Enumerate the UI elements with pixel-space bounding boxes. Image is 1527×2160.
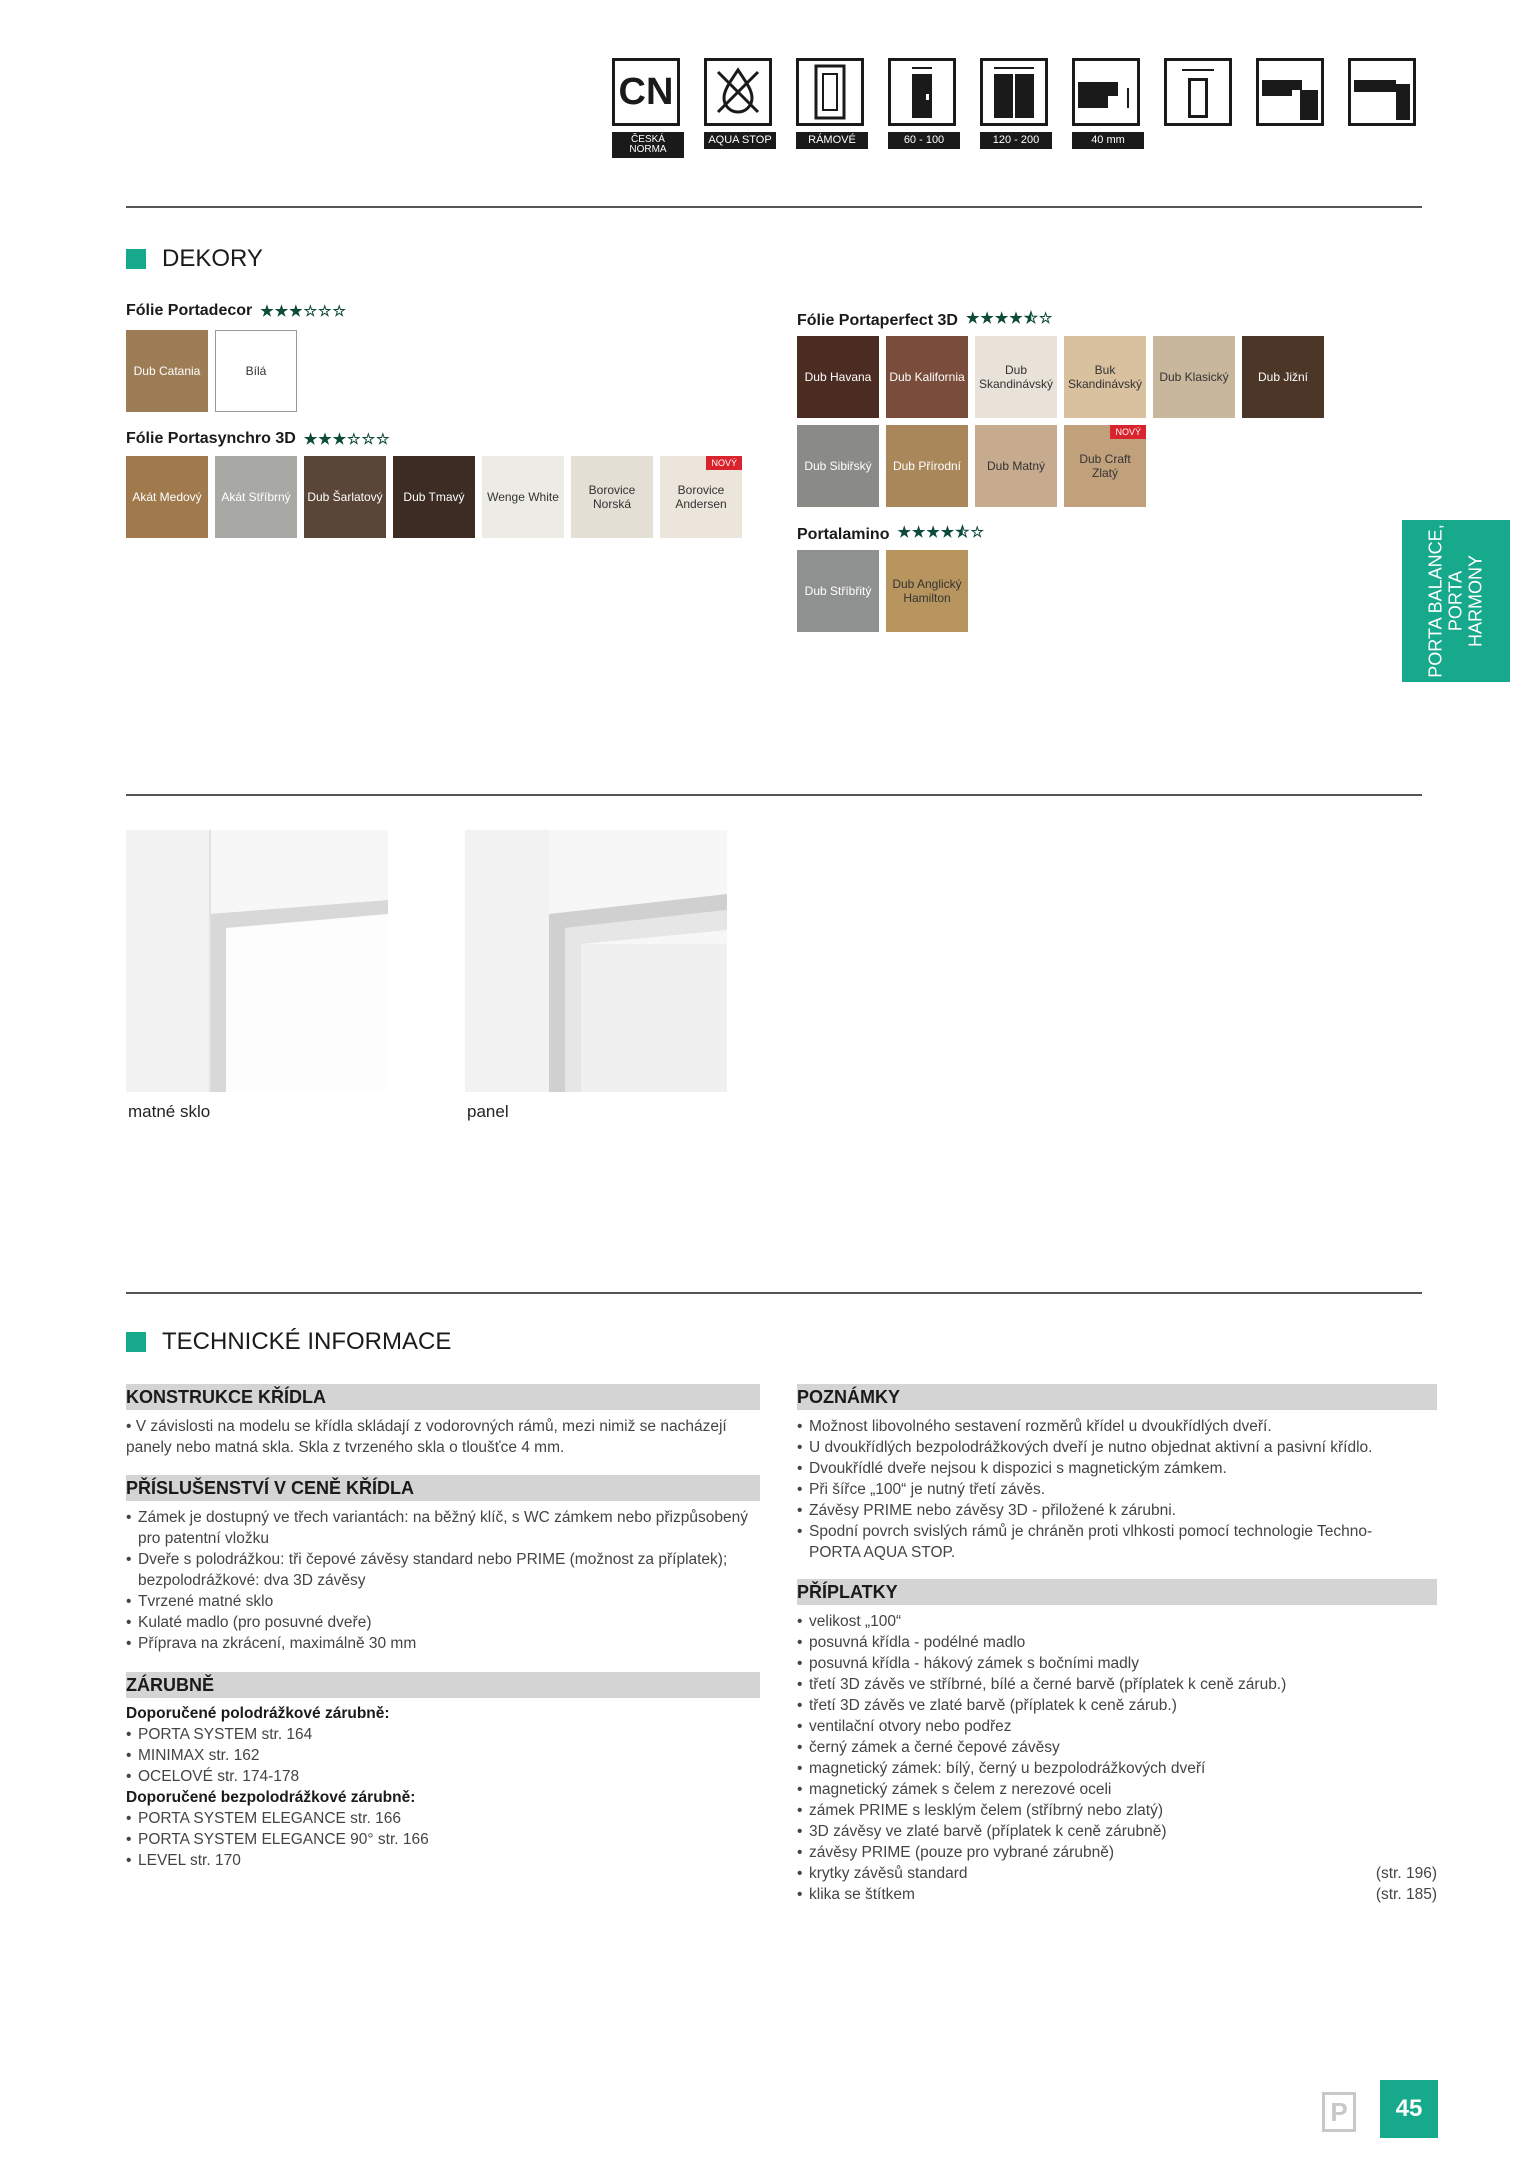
priplatky-list [797, 1611, 1437, 1905]
list-item: • Příprava na zkrácení, maximálně 30 mm [126, 1633, 760, 1654]
spec-icon-item [888, 58, 960, 149]
decor-swatch-label: Dub Jižní [1257, 370, 1309, 384]
decor-swatch [975, 336, 1057, 418]
rating-stars-icon: ★★★☆☆☆ [260, 303, 347, 320]
list-item: • Zámek je dostupný ve třech variantách: na běžný klíč, s WC zámkem nebo přizpůsobený pro patentní vložku [126, 1507, 760, 1549]
new-badge: NOVÝ [706, 456, 742, 470]
list-item: • Možnost libovolného sestavení rozměrů křídel u dvoukřídlých dveří. [797, 1416, 1422, 1437]
list-item-text: • posuvná křídla - hákový zámek s bočními madly [809, 1655, 1139, 1672]
decor-swatch [797, 336, 879, 418]
decor-swatch [975, 425, 1057, 507]
spec-icon-item [612, 58, 684, 158]
decor-swatch [304, 456, 386, 538]
list-item: • LEVEL str. 170 [126, 1850, 760, 1871]
spec-icon-item [980, 58, 1052, 149]
ramove-icon [796, 58, 864, 126]
decor-swatch [215, 456, 297, 538]
decor-swatch-label: Dub Tmavý [403, 490, 465, 504]
porta-logo: P [1322, 2092, 1356, 2132]
zarubne-block [126, 1703, 760, 1871]
spec-icon-item [1256, 58, 1328, 126]
list-item [797, 1842, 1437, 1863]
decor-swatch [1064, 425, 1146, 507]
list-item-text: • magnetický zámek s čelem z nerezové oceli [809, 1781, 1112, 1798]
decor-swatch-label: Akát Stříbrný [221, 490, 291, 504]
matne-sklo-photo [126, 830, 388, 1092]
section-marker [126, 249, 146, 269]
decor-swatch-label: Dub Kalifornia [889, 370, 965, 384]
list-item-text: • ventilační otvory nebo podřez [809, 1718, 1012, 1735]
spec-icon-label: ČESKÁ NORMA [612, 132, 684, 158]
decor-swatch [886, 550, 968, 632]
list-item [797, 1821, 1437, 1842]
decor-swatch-label: Dub Skandinávský [978, 363, 1054, 391]
list-item [797, 1653, 1437, 1674]
rating-stars-icon: ★★★★⯪☆ [897, 524, 985, 541]
list-item: • OCELOVÉ str. 174-178 [126, 1766, 760, 1787]
konstrukce-text: • V závislosti na modelu se křídla skládají z vodorovných rámů, mezi nimiž se nacházejí panely nebo matná skla. Skla z tvrzeného skla o tloušťce 4 mm. [126, 1418, 727, 1456]
list-item-text: • třetí 3D závěs ve zlaté barvě (příplatek k ceně zárub.) [809, 1697, 1177, 1714]
section-title-dekory: DEKORY [126, 245, 263, 273]
decor-swatch [1064, 336, 1146, 418]
heading-konstrukce-kridla: KONSTRUKCE KŘÍDLA [126, 1384, 760, 1410]
list-item: • Kulaté madlo (pro posuvné dveře) [126, 1612, 760, 1633]
caption-matne-sklo: matné sklo [128, 1102, 211, 1121]
decor-swatch-label: Borovice Norská [588, 483, 636, 511]
list-item-text: • magnetický zámek: bílý, černý u bezpolodrážkových dveří [809, 1760, 1206, 1777]
list-item: • Závěsy PRIME nebo závěsy 3D - přiložené k zárubni. [797, 1500, 1422, 1521]
list-item: • Při šířce „100“ je nutný třetí závěs. [797, 1479, 1422, 1500]
decor-swatch-label: Dub Matný [986, 459, 1046, 473]
list-item [797, 1632, 1437, 1653]
divider [126, 1292, 1422, 1294]
decor-swatch [215, 330, 297, 412]
list-item-text: • zámek PRIME s lesklým čelem (stříbrný nebo zlatý) [809, 1802, 1164, 1819]
new-badge: NOVÝ [1110, 425, 1146, 439]
list-item [797, 1884, 1437, 1905]
decor-swatch-label: Dub Sibiřský [804, 459, 872, 473]
decor-swatch-label: Dub Anglický Hamilton [892, 577, 962, 605]
aqua-stop-icon [704, 58, 772, 126]
decor-group-title [126, 302, 347, 320]
list-item-text: • klika se štítkem [809, 1886, 915, 1903]
decor-swatch [886, 425, 968, 507]
decor-group-name: Fólie Portasynchro 3D [126, 430, 296, 447]
decor-swatch-label: Borovice Andersen [675, 483, 727, 511]
list-item: • Dvoukřídlé dveře nejsou k dispozici s magnetickým zámkem. [797, 1458, 1422, 1479]
heading-zarubne: ZÁRUBNĚ [126, 1672, 760, 1698]
list-item: • PORTA SYSTEM ELEGANCE str. 166 [126, 1808, 760, 1829]
list-item-text: • krytky závěsů standard [809, 1865, 968, 1882]
spec-icon-item [1164, 58, 1236, 126]
list-item-text: • velikost „100“ [809, 1613, 902, 1630]
list-item: • U dvoukřídlých bezpolodrážkových dveří je nutno objednat aktivní a pasivní křídlo. [797, 1437, 1422, 1458]
list-item [797, 1695, 1437, 1716]
decor-group-name: Portalamino [797, 525, 890, 543]
decor-swatch [797, 425, 879, 507]
list-item [797, 1737, 1437, 1758]
decor-swatch [126, 456, 208, 538]
list-item: • PORTA SYSTEM str. 164 [126, 1724, 760, 1745]
page-reference: (str. 196) [1375, 1865, 1437, 1882]
section-title-technicke-informace: TECHNICKÉ INFORMACE [126, 1328, 451, 1356]
list-item [797, 1716, 1437, 1737]
thickness-icon [1072, 58, 1140, 126]
decor-swatch [797, 550, 879, 632]
decor-group-name: Fólie Portaperfect 3D [797, 311, 958, 329]
list-item-text: • třetí 3D závěs ve stříbrné, bílé a černé barvě (příplatek k ceně zárub.) [809, 1676, 1287, 1693]
decor-group-title [797, 522, 985, 547]
list-item: • MINIMAX str. 162 [126, 1745, 760, 1766]
caption-panel: panel [467, 1102, 509, 1121]
page-reference: (str. 185) [1375, 1886, 1437, 1903]
decor-swatch-label: Dub Klasický [1159, 370, 1229, 384]
flush-frame-icon [1348, 58, 1416, 126]
spec-icon-item [1072, 58, 1144, 149]
list-item [797, 1758, 1437, 1779]
decor-swatch-label: Dub Šarlatový [307, 490, 383, 504]
decor-swatch [393, 456, 475, 538]
rating-stars-icon: ★★★★⯪☆ [965, 310, 1054, 327]
divider [126, 794, 1422, 796]
prislusenstvi-list [126, 1507, 760, 1654]
decor-swatch-label: Dub Catania [133, 364, 201, 378]
decor-group-title [797, 308, 1053, 333]
list-item [797, 1779, 1437, 1800]
list-item: • Dveře s polodrážkou: tři čepové závěsy standard nebo PRIME (možnost za příplatek); bezpolodrážkové: dva 3D závěsy [126, 1549, 760, 1591]
decor-swatch [126, 330, 208, 412]
decor-swatch-label: Dub Stříbřitý [804, 584, 872, 598]
spec-icon-label: 60 - 100 [888, 132, 960, 149]
decor-swatch-label: Bílá [245, 364, 267, 378]
decor-swatch [571, 456, 653, 538]
heading-prislusenstvi: PŘÍSLUŠENSTVÍ V CENĚ KŘÍDLA [126, 1475, 760, 1501]
sliding-door-icon [1164, 58, 1232, 126]
list-item [797, 1863, 1437, 1884]
list-item-text: • černý zámek a černé čepové závěsy [809, 1739, 1060, 1756]
spec-icon-label: AQUA STOP [704, 132, 776, 149]
spec-icon-item [796, 58, 868, 149]
list-item [797, 1611, 1437, 1632]
spec-icon-item [1348, 58, 1420, 126]
list-item-text: • posuvná křídla - podélné madlo [809, 1634, 1026, 1651]
heading-priplatky: PŘÍPLATKY [797, 1579, 1437, 1605]
decor-swatch [482, 456, 564, 538]
zarubne-subheading: Doporučené polodrážkové zárubně: [126, 1705, 390, 1722]
decor-swatch-label: Dub Přírodní [892, 459, 962, 473]
divider [126, 206, 1422, 208]
spec-icon-label: 40 mm [1072, 132, 1144, 149]
page-number: 45 [1380, 2080, 1438, 2138]
ceska-norma-icon: CN [612, 58, 680, 126]
rebated-frame-icon [1256, 58, 1324, 126]
decor-group-title [126, 430, 391, 448]
double-door-icon [980, 58, 1048, 126]
decor-swatch [1153, 336, 1235, 418]
list-item: • PORTA SYSTEM ELEGANCE 90° str. 166 [126, 1829, 760, 1850]
spec-icon-label: 120 - 200 [980, 132, 1052, 149]
rating-stars-icon: ★★★☆☆☆ [303, 431, 391, 448]
list-item [797, 1800, 1437, 1821]
list-item: • Tvrzené matné sklo [126, 1591, 760, 1612]
spec-icon-item [704, 58, 776, 149]
decor-swatch [660, 456, 742, 538]
decor-swatch-label: Dub Havana [804, 370, 872, 384]
heading-poznamky: POZNÁMKY [797, 1384, 1437, 1410]
panel-photo [465, 830, 727, 1092]
side-tab-label: PORTA BALANCE, PORTA HARMONY [1426, 524, 1487, 678]
list-item-text: • závěsy PRIME (pouze pro vybrané zárubně) [809, 1844, 1114, 1861]
list-item-text: • 3D závěsy ve zlaté barvě (příplatek k ceně zárubně) [809, 1823, 1167, 1840]
decor-swatch-label: Buk Skandinávský [1067, 363, 1143, 391]
decor-swatch-label: Dub Craft Zlatý [1079, 452, 1131, 480]
list-item [797, 1674, 1437, 1695]
decor-swatch [1242, 336, 1324, 418]
section-marker [126, 1332, 146, 1352]
poznamky-list [797, 1416, 1422, 1563]
decor-swatch-label: Wenge White [487, 490, 559, 504]
single-door-icon [888, 58, 956, 126]
spec-icon-label: RÁMOVÉ [796, 132, 868, 149]
decor-swatch [886, 336, 968, 418]
decor-swatch-label: Akát Medový [132, 490, 202, 504]
list-item: • Spodní povrch svislých rámů je chráněn proti vlhkosti pomocí technologie Techno-PORTA AQUA STOP. [797, 1521, 1422, 1563]
decor-group-name: Fólie Portadecor [126, 302, 253, 319]
zarubne-subheading: Doporučené bezpolodrážkové zárubně: [126, 1789, 416, 1806]
